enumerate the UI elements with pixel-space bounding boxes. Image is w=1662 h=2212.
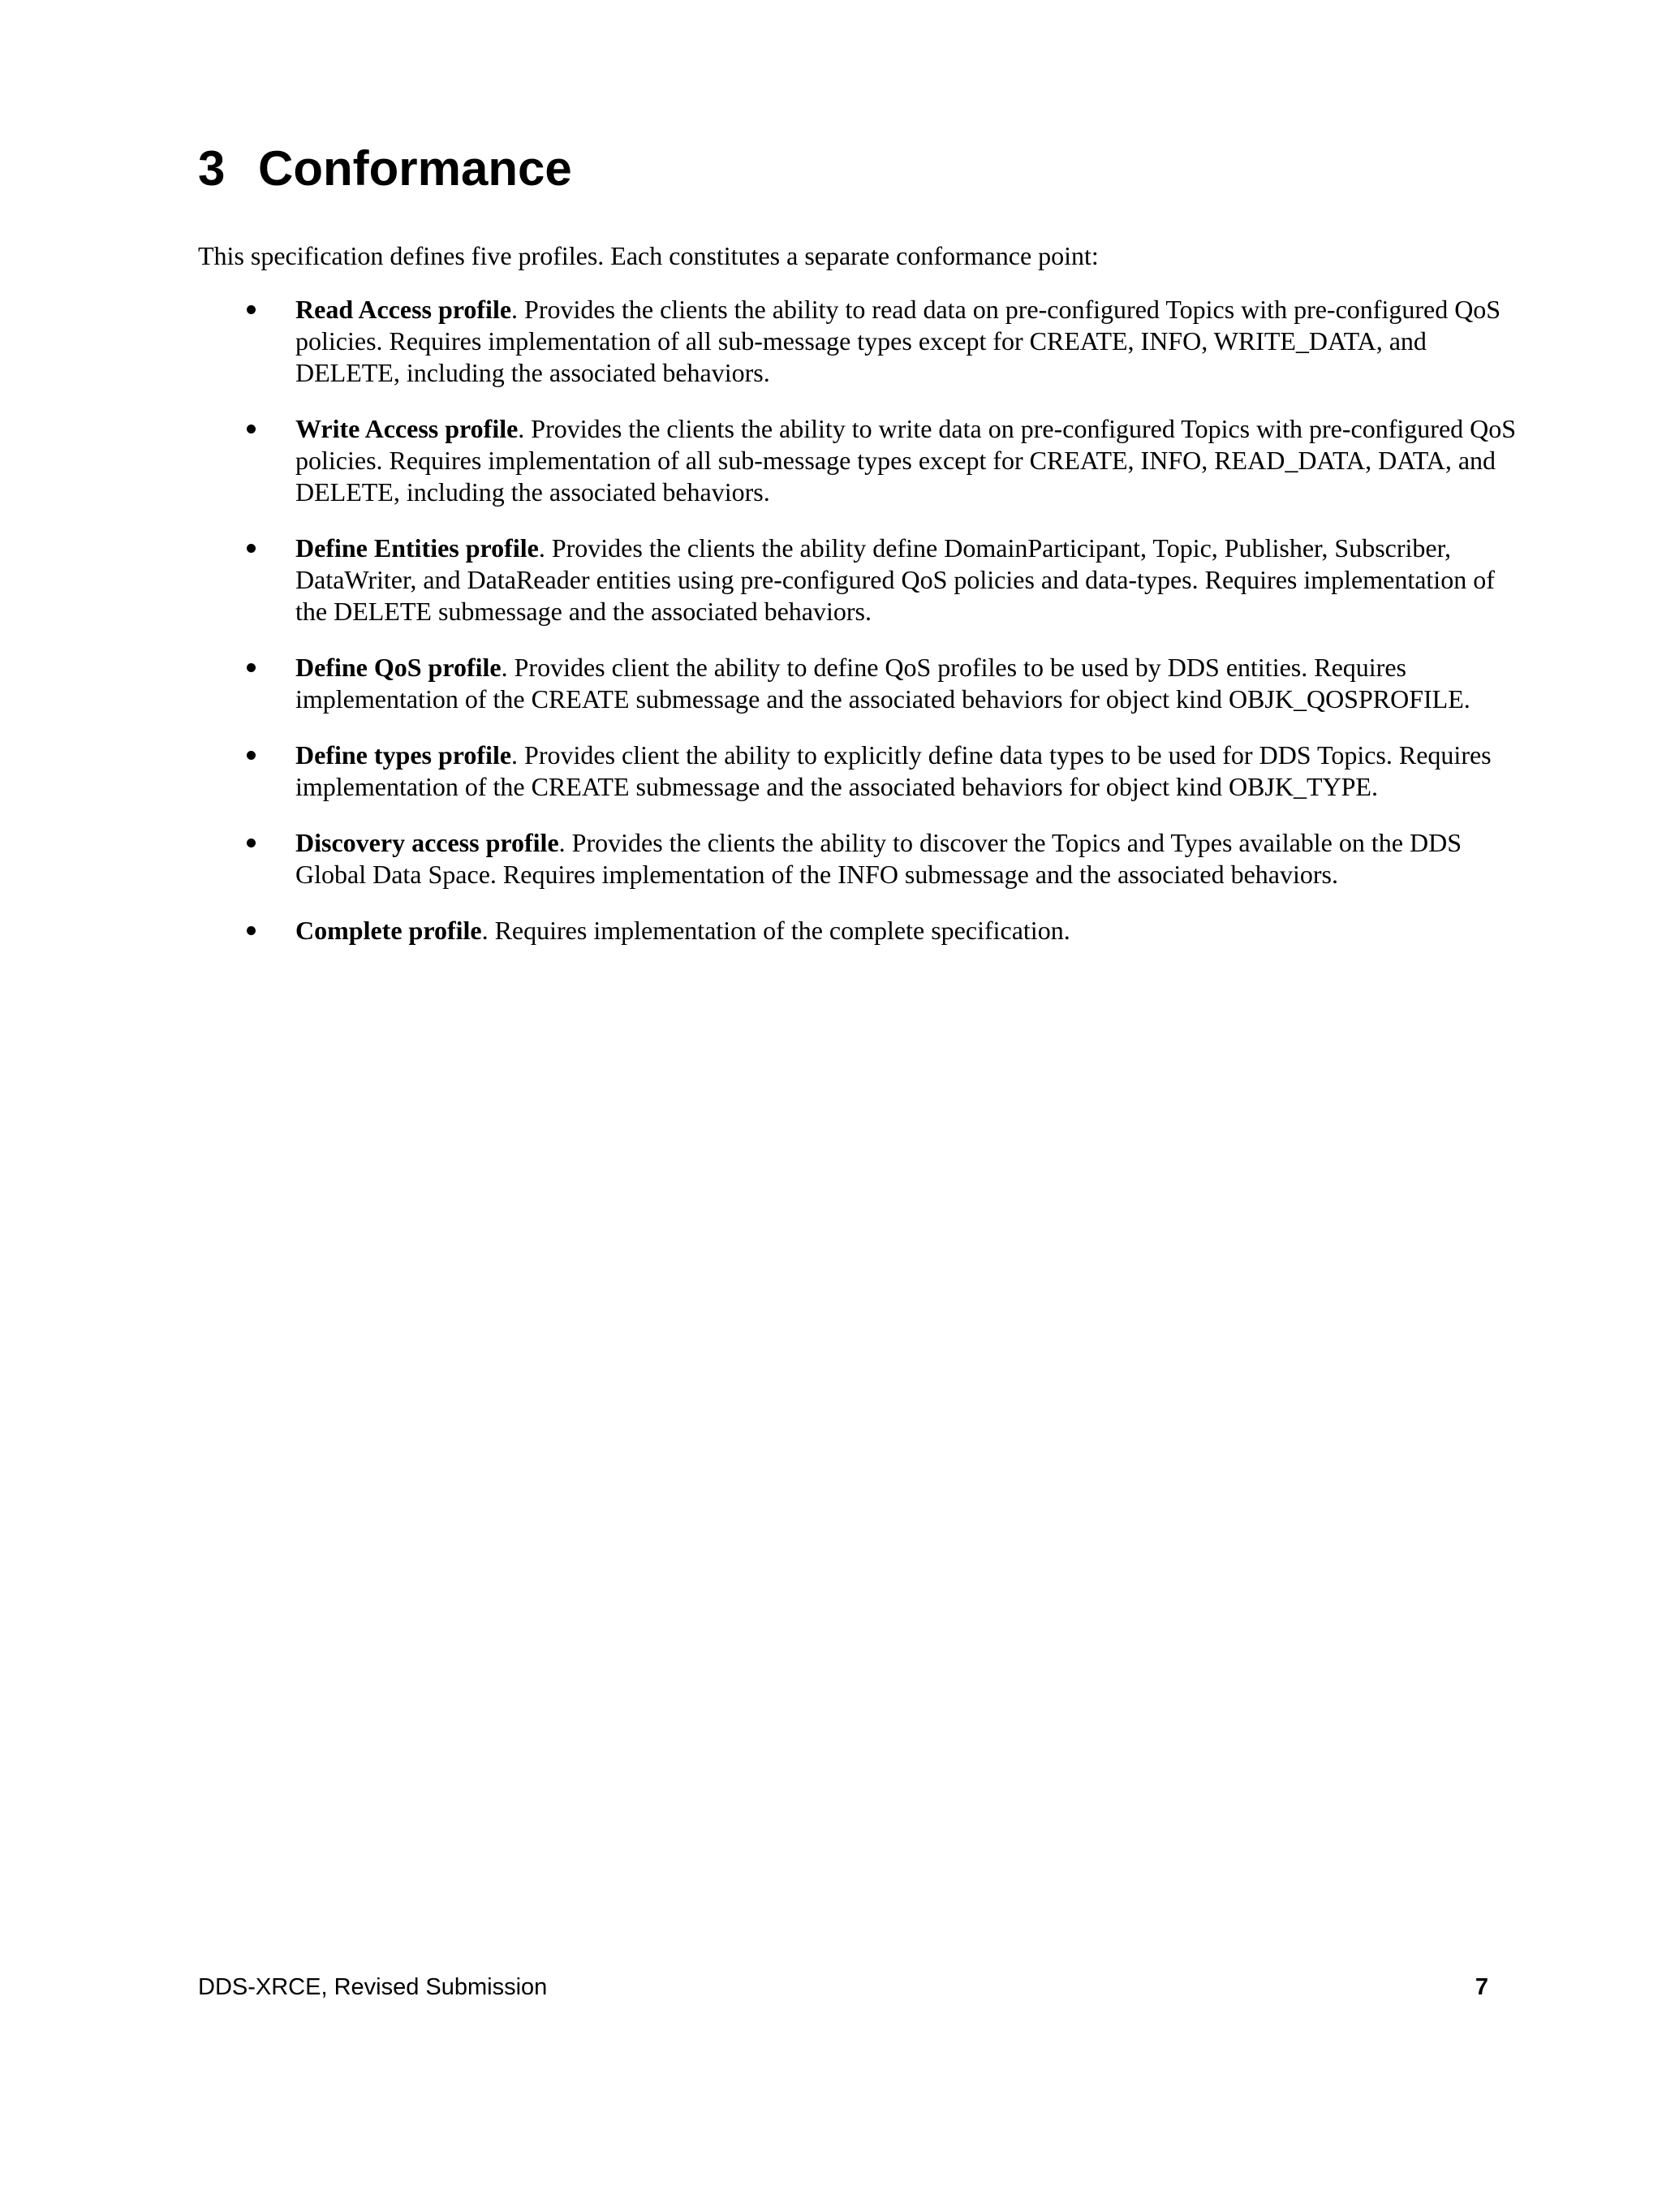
intro-paragraph: This specification defines five profiles. Each constitutes a separate conformance point: <box>198 241 1099 270</box>
bullet-icon <box>247 544 256 553</box>
profile-name: Discovery access profile <box>295 828 559 857</box>
page-number: 7 <box>1475 1974 1488 2000</box>
section-number: 3 <box>198 141 226 196</box>
profile-name: Define types profile <box>295 740 512 770</box>
footer-document-title: DDS-XRCE, Revised Submission <box>198 1974 548 2000</box>
profile-description: . Provides client the ability to define QoS profiles to be used by DDS entities. Requires implementation of the CREATE submessage and the associated behaviors for object kind OBJK_QOSPROFILE. <box>295 653 1470 714</box>
profile-description: . Provides the clients the ability define DomainParticipant, Topic, Publisher, Subscriber, DataWriter, and DataReader entities using pre-configured QoS policies and data-types. Requires implementation of the DELETE submessage and the associated behaviors. <box>295 533 1495 626</box>
bullet-icon <box>247 663 256 672</box>
profile-description: . Requires implementation of the complete specification. <box>481 916 1070 945</box>
profile-description: . Provides client the ability to explicitly define data types to be used for DDS Topics. Requires implementation of the CREATE submessage and the associated behaviors for object kind OBJK_TYPE. <box>295 740 1492 801</box>
section-heading <box>198 140 572 198</box>
list-item-read-access-profile <box>198 294 1529 389</box>
bullet-icon <box>247 839 256 847</box>
bullet-icon <box>247 751 256 760</box>
profile-description: . Provides the clients the ability to write data on pre-configured Topics with pre-configured QoS policies. Requires implementation of all sub-message types except for CREATE, INFO, READ_DATA, DATA, and DELETE, including the associated behaviors. <box>295 414 1517 507</box>
bullet-icon <box>247 425 256 433</box>
list-item-define-entities-profile <box>198 533 1529 627</box>
section-title: Conformance <box>258 141 572 196</box>
profile-name: Define QoS profile <box>295 653 502 682</box>
profile-description: . Provides the clients the ability to discover the Topics and Types available on the DDS Global Data Space. Requires implementation of the INFO submessage and the associated behaviors. <box>295 828 1462 889</box>
list-item-write-access-profile <box>198 413 1529 508</box>
profile-name: Read Access profile <box>295 295 512 324</box>
profile-name: Write Access profile <box>295 414 519 443</box>
bullet-icon <box>247 926 256 935</box>
list-item-define-types-profile <box>198 739 1529 803</box>
profile-name: Complete profile <box>295 916 482 945</box>
list-item-complete-profile <box>198 915 1529 946</box>
bullet-icon <box>247 305 256 314</box>
list-item-discovery-access-profile <box>198 827 1529 890</box>
profile-name: Define Entities profile <box>295 533 539 563</box>
profile-description: . Provides the clients the ability to read data on pre-configured Topics with pre-configured QoS policies. Requires implementation of all sub-message types except for CREATE, INFO, WRITE_DATA, and DELETE, including the associated behaviors. <box>295 295 1501 387</box>
profile-list <box>198 294 1529 971</box>
list-item-define-qos-profile <box>198 652 1529 715</box>
